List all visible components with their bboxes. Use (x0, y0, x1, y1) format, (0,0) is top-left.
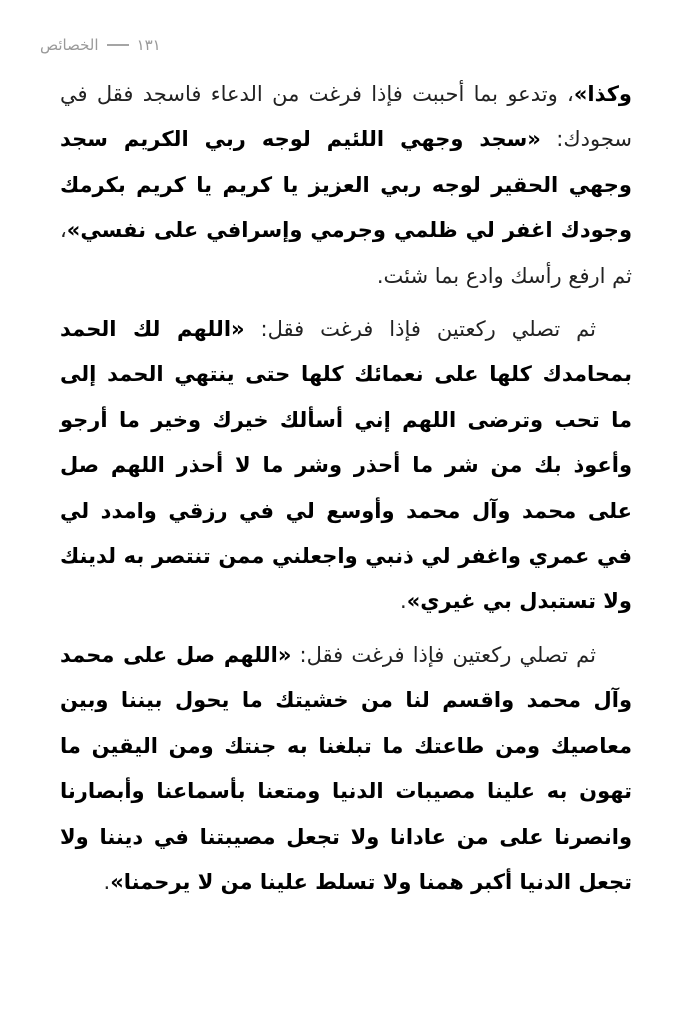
body-text (60, 72, 632, 913)
paragraph-3 (60, 633, 632, 905)
paragraph-2-segment: . (400, 589, 407, 614)
paragraph-2-segment: ثم تصلي ركعتين فإذا فرغت فقل: (244, 317, 596, 342)
page-number: ١٣١ (136, 36, 161, 54)
paragraph-3-segment: «اللهم صل على محمد وآل محمد واقسم لنا من خشيتك ما يحول بيننا وبين معاصيك ومن طاعتك ما تبلغنا به جنتك ومن اليقين ما تهون به علينا مصيبات الدنيا ومتعنا بأسماعنا وأبصارنا وانصرنا على من عادانا ولا تجعل مصيبتنا في ديننا ولا تجعل الدنيا أكبر همنا ولا تسلط علينا من لا يرحمنا» (60, 642, 632, 894)
paragraph-3-segment: ثم تصلي ركعتين فإذا فرغت فقل: (291, 642, 596, 667)
paragraph-3-segment: . (103, 869, 111, 894)
paragraph-1-segment: ، وتدعو بما أحببت فإذا فرغت من الدعاء فاسجد فقل في سجودك: (60, 82, 632, 152)
paragraph-1 (60, 72, 632, 299)
paragraph-2 (60, 307, 632, 625)
paragraph-2-segment: «اللهم لك الحمد بمحامدك كلها على نعمائك كلها حتى ينتهي الحمد إلى ما تحب وترضى اللهم إني أسألك خيرك وخير ما أرجو وأعوذ بك من شر ما أحذر وشر ما لا أحذر اللهم صل على محمد وآل محمد وأوسع لي في رزقي وامدد لي في عمري واغفر لي ذنبي واجعلني ممن تنتصر به لدينك ولا تستبدل بي غيري» (60, 317, 632, 614)
running-header (40, 34, 360, 56)
header-separator (107, 44, 129, 46)
paragraph-1-segment: وكذا» (573, 82, 632, 106)
paragraph-1-segment: «سجد وجهي اللئيم لوجه ربي الكريم سجد وجهي الحقير لوجه ربي العزيز يا كريم يا كريم بكرمك وجودك اغفر لي ظلمي وجرمي وإسرافي على نفسي» (60, 127, 632, 243)
running-title: الخصائص (40, 36, 99, 54)
paragraph-1-segment: ، ثم ارفع رأسك وادع بما شئت. (60, 218, 632, 288)
